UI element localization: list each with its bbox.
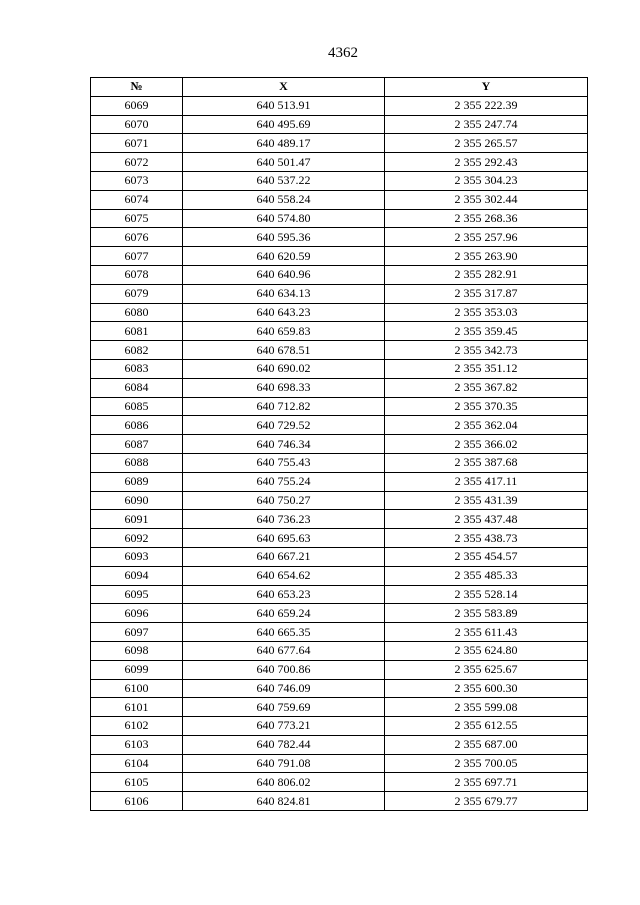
cell-x: 640 698.33 [183, 378, 385, 397]
cell-y: 2 355 370.35 [385, 397, 588, 416]
cell-number: 6103 [91, 735, 183, 754]
column-header-number: № [91, 78, 183, 97]
table-row [91, 735, 588, 754]
cell-y: 2 355 611.43 [385, 623, 588, 642]
cell-x: 640 643.23 [183, 303, 385, 322]
table-row [91, 510, 588, 529]
cell-y: 2 355 485.33 [385, 566, 588, 585]
cell-x: 640 653.23 [183, 585, 385, 604]
table-row [91, 265, 588, 284]
table-row [91, 397, 588, 416]
cell-number: 6098 [91, 641, 183, 660]
column-header-y: Y [385, 78, 588, 97]
cell-number: 6087 [91, 435, 183, 454]
cell-y: 2 355 351.12 [385, 359, 588, 378]
cell-y: 2 355 302.44 [385, 190, 588, 209]
cell-x: 640 659.83 [183, 322, 385, 341]
table-row [91, 134, 588, 153]
cell-y: 2 355 599.08 [385, 698, 588, 717]
cell-y: 2 355 454.57 [385, 547, 588, 566]
cell-y: 2 355 292.43 [385, 153, 588, 172]
cell-x: 640 782.44 [183, 735, 385, 754]
cell-number: 6073 [91, 171, 183, 190]
cell-number: 6106 [91, 792, 183, 811]
table-row [91, 453, 588, 472]
table-row [91, 754, 588, 773]
cell-number: 6079 [91, 284, 183, 303]
cell-y: 2 355 367.82 [385, 378, 588, 397]
table-row [91, 491, 588, 510]
cell-x: 640 755.24 [183, 472, 385, 491]
cell-x: 640 537.22 [183, 171, 385, 190]
cell-x: 640 501.47 [183, 153, 385, 172]
cell-number: 6094 [91, 566, 183, 585]
table-row [91, 209, 588, 228]
cell-y: 2 355 528.14 [385, 585, 588, 604]
cell-number: 6093 [91, 547, 183, 566]
cell-y: 2 355 247.74 [385, 115, 588, 134]
cell-x: 640 755.43 [183, 453, 385, 472]
cell-number: 6090 [91, 491, 183, 510]
cell-y: 2 355 222.39 [385, 96, 588, 115]
cell-x: 640 595.36 [183, 228, 385, 247]
table-row [91, 228, 588, 247]
table-row [91, 190, 588, 209]
cell-number: 6088 [91, 453, 183, 472]
table-row [91, 303, 588, 322]
table-row [91, 171, 588, 190]
table-row [91, 341, 588, 360]
cell-x: 640 695.63 [183, 529, 385, 548]
cell-y: 2 355 366.02 [385, 435, 588, 454]
cell-x: 640 806.02 [183, 773, 385, 792]
table-header-row [91, 78, 588, 97]
table-row [91, 660, 588, 679]
table-row [91, 359, 588, 378]
cell-y: 2 355 362.04 [385, 416, 588, 435]
cell-x: 640 640.96 [183, 265, 385, 284]
table-body [91, 96, 588, 810]
cell-x: 640 677.64 [183, 641, 385, 660]
cell-number: 6092 [91, 529, 183, 548]
table-row [91, 247, 588, 266]
cell-number: 6070 [91, 115, 183, 134]
cell-number: 6104 [91, 754, 183, 773]
cell-number: 6101 [91, 698, 183, 717]
table-row [91, 717, 588, 736]
table-row [91, 472, 588, 491]
cell-x: 640 824.81 [183, 792, 385, 811]
cell-number: 6075 [91, 209, 183, 228]
cell-x: 640 489.17 [183, 134, 385, 153]
cell-x: 640 700.86 [183, 660, 385, 679]
cell-number: 6082 [91, 341, 183, 360]
cell-number: 6100 [91, 679, 183, 698]
table-row [91, 698, 588, 717]
cell-y: 2 355 317.87 [385, 284, 588, 303]
cell-x: 640 690.02 [183, 359, 385, 378]
cell-y: 2 355 625.67 [385, 660, 588, 679]
cell-x: 640 513.91 [183, 96, 385, 115]
cell-y: 2 355 257.96 [385, 228, 588, 247]
table-row [91, 378, 588, 397]
cell-number: 6081 [91, 322, 183, 341]
column-header-x: X [183, 78, 385, 97]
cell-number: 6085 [91, 397, 183, 416]
table-row [91, 773, 588, 792]
cell-x: 640 729.52 [183, 416, 385, 435]
cell-y: 2 355 438.73 [385, 529, 588, 548]
cell-y: 2 355 417.11 [385, 472, 588, 491]
cell-y: 2 355 600.30 [385, 679, 588, 698]
cell-x: 640 558.24 [183, 190, 385, 209]
cell-x: 640 759.69 [183, 698, 385, 717]
cell-number: 6072 [91, 153, 183, 172]
cell-number: 6097 [91, 623, 183, 642]
cell-number: 6069 [91, 96, 183, 115]
table-row [91, 529, 588, 548]
cell-x: 640 773.21 [183, 717, 385, 736]
cell-y: 2 355 342.73 [385, 341, 588, 360]
table-row [91, 153, 588, 172]
table-row [91, 566, 588, 585]
table-row [91, 547, 588, 566]
cell-number: 6083 [91, 359, 183, 378]
cell-number: 6074 [91, 190, 183, 209]
cell-number: 6099 [91, 660, 183, 679]
cell-x: 640 746.34 [183, 435, 385, 454]
cell-y: 2 355 679.77 [385, 792, 588, 811]
cell-number: 6077 [91, 247, 183, 266]
cell-x: 640 495.69 [183, 115, 385, 134]
cell-y: 2 355 687.00 [385, 735, 588, 754]
cell-y: 2 355 387.68 [385, 453, 588, 472]
cell-y: 2 355 282.91 [385, 265, 588, 284]
cell-y: 2 355 353.03 [385, 303, 588, 322]
cell-y: 2 355 437.48 [385, 510, 588, 529]
cell-x: 640 659.24 [183, 604, 385, 623]
page-number: 4362 [328, 45, 358, 61]
cell-number: 6105 [91, 773, 183, 792]
cell-number: 6096 [91, 604, 183, 623]
cell-x: 640 791.08 [183, 754, 385, 773]
cell-y: 2 355 612.55 [385, 717, 588, 736]
cell-x: 640 750.27 [183, 491, 385, 510]
table-row [91, 585, 588, 604]
cell-x: 640 678.51 [183, 341, 385, 360]
table-row [91, 416, 588, 435]
cell-y: 2 355 624.80 [385, 641, 588, 660]
table-row [91, 679, 588, 698]
cell-number: 6095 [91, 585, 183, 604]
cell-number: 6102 [91, 717, 183, 736]
table-row [91, 604, 588, 623]
cell-number: 6091 [91, 510, 183, 529]
table-row [91, 641, 588, 660]
table-row [91, 96, 588, 115]
cell-x: 640 746.09 [183, 679, 385, 698]
table-row [91, 322, 588, 341]
cell-y: 2 355 268.36 [385, 209, 588, 228]
cell-y: 2 355 697.71 [385, 773, 588, 792]
cell-x: 640 712.82 [183, 397, 385, 416]
cell-x: 640 620.59 [183, 247, 385, 266]
cell-number: 6078 [91, 265, 183, 284]
cell-y: 2 355 263.90 [385, 247, 588, 266]
cell-number: 6080 [91, 303, 183, 322]
cell-number: 6086 [91, 416, 183, 435]
cell-x: 640 736.23 [183, 510, 385, 529]
table-row [91, 284, 588, 303]
cell-number: 6084 [91, 378, 183, 397]
cell-y: 2 355 359.45 [385, 322, 588, 341]
cell-y: 2 355 583.89 [385, 604, 588, 623]
cell-x: 640 654.62 [183, 566, 385, 585]
table-row [91, 435, 588, 454]
cell-number: 6076 [91, 228, 183, 247]
cell-x: 640 667.21 [183, 547, 385, 566]
cell-number: 6071 [91, 134, 183, 153]
cell-y: 2 355 431.39 [385, 491, 588, 510]
cell-x: 640 634.13 [183, 284, 385, 303]
table-row [91, 623, 588, 642]
cell-number: 6089 [91, 472, 183, 491]
cell-x: 640 574.80 [183, 209, 385, 228]
coordinates-table [90, 77, 588, 811]
cell-y: 2 355 265.57 [385, 134, 588, 153]
cell-x: 640 665.35 [183, 623, 385, 642]
cell-y: 2 355 304.23 [385, 171, 588, 190]
cell-y: 2 355 700.05 [385, 754, 588, 773]
table-row [91, 115, 588, 134]
table-row [91, 792, 588, 811]
